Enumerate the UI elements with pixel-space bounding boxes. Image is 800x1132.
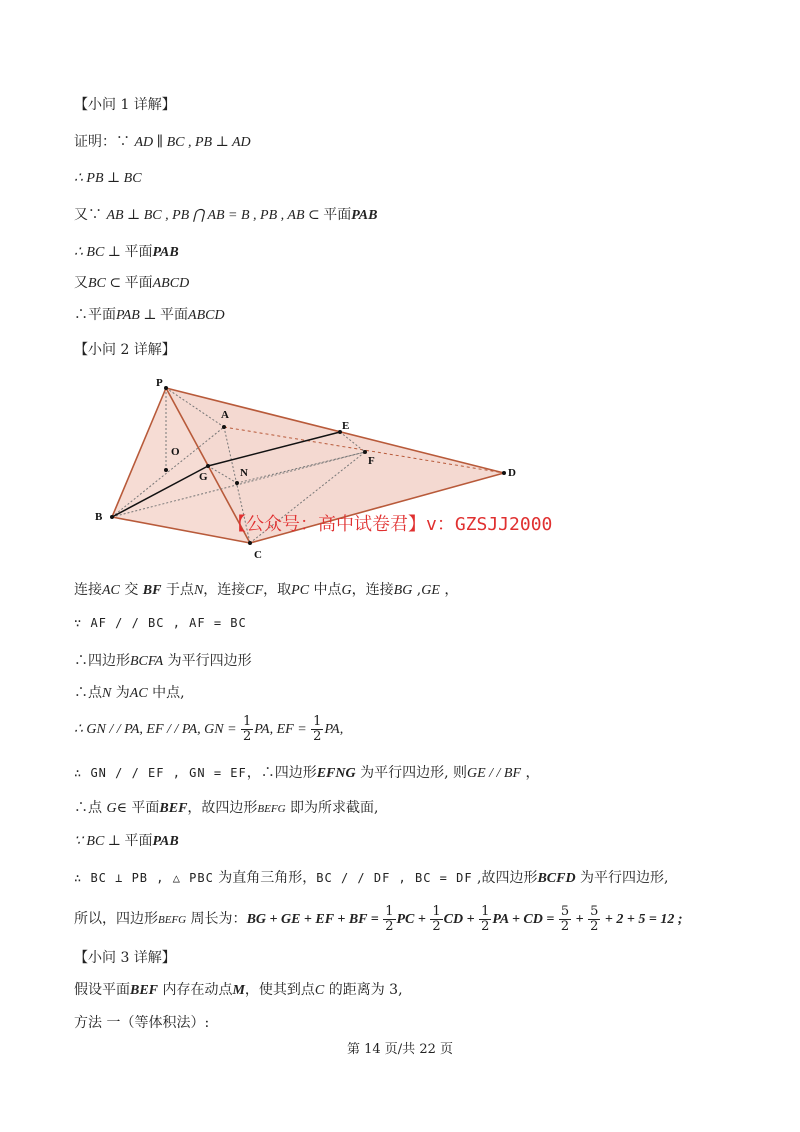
q1-line-6: ∴平面PAB ⊥ 平面ABCD (74, 307, 225, 323)
label-n: N (240, 467, 248, 479)
watermark: 【公众号：高中试卷君】v：GZSJJ2000 (228, 514, 553, 535)
q2-line-3: ∴四边形BCFA 为平行四边形 (74, 653, 252, 669)
fraction: $\frac{1}{2}$ (432, 903, 441, 934)
q1-line-1: 证明：∵ AD ∥ BC , PB ⊥ AD (74, 134, 251, 150)
point-n (235, 481, 239, 485)
q1-line-4: ∴ BC ⊥ 平面PAB (74, 244, 179, 260)
point-c (248, 541, 252, 545)
label-e: E (342, 420, 350, 432)
fraction: $\frac{1}{2}$ (481, 903, 490, 934)
fraction: $\frac{1}{2}$ (385, 903, 394, 934)
q2-line-5: ∴ GN / / PA, EF / / PA, GN = $\frac{1}{2}$ PA, EF = $\frac{1}{2}$ PA, (74, 713, 344, 744)
point-a (222, 425, 226, 429)
q1-line-2: ∴ PB ⊥ BC (74, 171, 142, 186)
label-a: A (221, 409, 229, 421)
label-b: B (95, 511, 103, 523)
fraction: $\frac{5}{2}$ (560, 903, 570, 934)
q2-line-8: ∵ BC ⊥ 平面PAB (74, 833, 179, 849)
point-p (164, 386, 168, 390)
label-d: D (508, 467, 516, 479)
q3-line-1: 假设平面BEF 内存在动点M，使其到点C 的距离为 3, (74, 982, 403, 998)
label-g: G (199, 471, 208, 483)
q2-line-10: 所以，四边形BEFG 周长为：BG + GE + EF + BF = $\frac{1}{2}$ PC + $\frac{1}{2}$ CD + $\frac{1}{2}$ PA + CD = $\frac{5}{2}$ + $\frac{5}{2}$ + 2 + 5 = 12 ; (74, 903, 683, 934)
q2-line-9: ∴ BC ⊥ PB , △ PBC 为直角三角形，BC / / DF , BC = DF ,故四边形BCFD 为平行四边形, (74, 870, 669, 886)
point-d (502, 471, 506, 475)
label-p: P (156, 377, 163, 389)
fraction: $\frac{1}{2}$ (243, 713, 252, 744)
q2-line-1: 连接AC 交 BF 于点N，连接CF，取PC 中点G，连接BG ,GE ， (74, 582, 459, 598)
q1-heading: 【小问 1 详解】 (74, 97, 176, 113)
q1-line-3: 又∵ AB ⊥ BC , PB ⋂ AB = B , PB , AB ⊂ 平面PAB (74, 207, 378, 223)
point-g (206, 464, 210, 468)
q2-line-4: ∴点N 为AC 中点, (74, 685, 185, 701)
page-footer: 第 14 页/共 22 页 (347, 1042, 453, 1057)
q3-heading: 【小问 3 详解】 (74, 950, 176, 966)
point-f (363, 450, 367, 454)
q2-heading: 【小问 2 详解】 (74, 342, 176, 358)
q2-line-2: ∵ AF / / BC , AF = BC (74, 616, 247, 630)
q2-line-6: ∴ GN / / EF , GN = EF，∴四边形EFNG 为平行四边形, 则GE / / BF ， (74, 765, 540, 781)
fraction: $\frac{1}{2}$ (313, 713, 322, 744)
q2-line-7: ∴点 G∈ 平面BEF，故四边形BEFG 即为所求截面, (74, 800, 379, 816)
q1-line-5: 又BC ⊂ 平面ABCD (74, 275, 190, 291)
point-o (164, 468, 168, 472)
label-f: F (368, 455, 375, 467)
label-c: C (254, 549, 262, 561)
label-o: O (171, 446, 180, 458)
q3-line-2: 方法 一（等体积法）: (74, 1015, 210, 1031)
point-b (110, 515, 114, 519)
fraction: $\frac{5}{2}$ (590, 903, 599, 934)
